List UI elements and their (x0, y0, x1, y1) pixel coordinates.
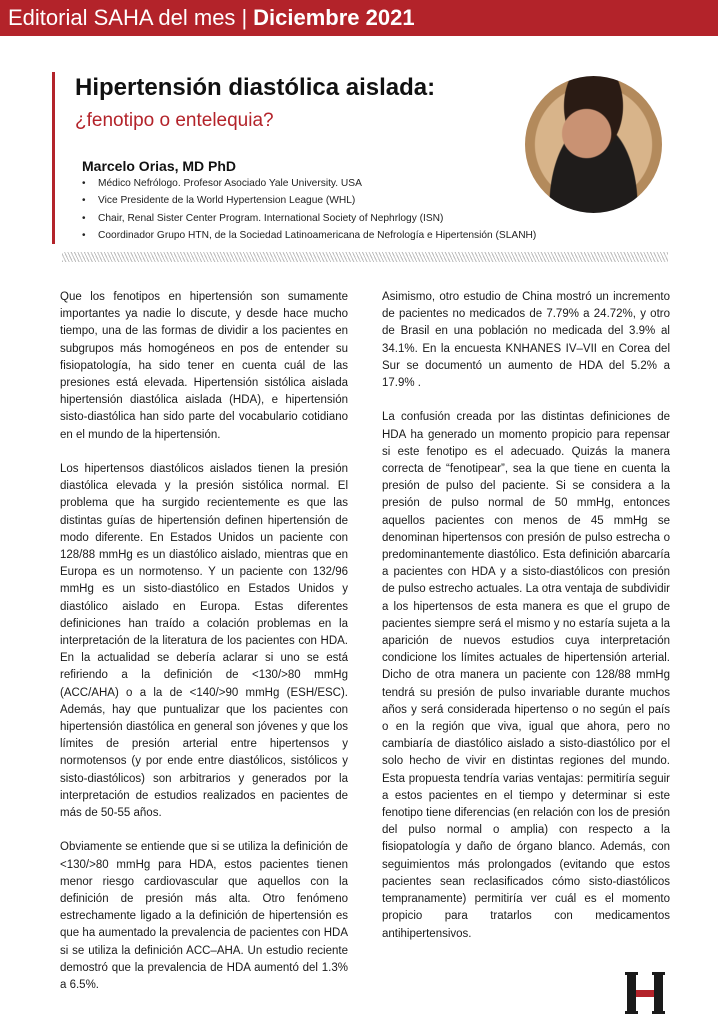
h-logo-icon (624, 970, 668, 1016)
banner-series: Editorial SAHA del mes (8, 5, 236, 30)
accent-rule (52, 72, 55, 244)
credential-item: • Vice Presidente de la World Hypertension League (WHL) (82, 192, 536, 209)
credential-item: • Médico Nefrólogo. Profesor Asociado Yale University. USA (82, 175, 536, 192)
banner-separator: | (241, 5, 248, 30)
header-banner (0, 0, 718, 36)
author-name: Marcelo Orias, MD PhD (82, 158, 237, 174)
body-column-left (60, 289, 348, 1011)
paragraph: Asimismo, otro estudio de China mostró un incremento de pacientes no medicados de 7.79% a 24.72%, y otro de Brasil en una población no medicada del 3.9% al 34.1%. En la encuesta KNHANES IV–VII en Corea del Sur se documentó un aumento de HDA del 5.2% a 17.9% . (382, 291, 670, 390)
page-title: Hipertensión diastólica aislada: (75, 74, 436, 101)
body-column-right (382, 289, 670, 960)
paragraph: Que los fenotipos en hipertensión son sumamente importantes ya nadie lo discute, y desde hace mucho tiempo, una de las formas de dividir a los pacientes en subgrupos más homogéneos en pos de entender su fisiopatología, ha sido tener en cuenta cuál de las presiones está elevada. Hipertensión sistólica aislada hipertensión diastólica aislada (HDA), e hipertensión sisto-diastólica han sido parte del vocabulario cotidiano en el mundo de la hipertensión. (60, 291, 348, 441)
hatched-divider (62, 252, 668, 262)
page-subtitle: ¿fenotipo o entelequia? (75, 110, 274, 131)
paragraph: Los hipertensos diastólicos aislados tienen la presión diastólica elevada y la presión sistólica normal. El problema que ha surgido recientemente es que las distintas guías de hipertensión definen hipertensión de modo diferente. En Estados Unidos un paciente con 128/88 mmHg es un diastólico aislado, mientras que en Europa es un normotenso. Y un paciente con 132/96 mmHg es un sisto-diastólico en Estados Unidos y diastólico aislado en Europa. Estas diferentes definiciones han traído a colación problemas en la interpretación de la literatura de los pacientes con HDA. En la actualidad se debería aclarar si uno se está refiriendo a la definición de <130/>80 mmHg (ACC/AHA) o a la de <140/>90 mmHg (ESH/ESC). Además, hay que puntualizar que los pacientes con hipertensión diastólica en general son jóvenes y que los límites de presión arterial entre hipertensos y normotensos (y por ende entre diastólicos, sistólicos y sisto-diastólicos) son arbitrarios y generados por la interpretación de estudios realizados en pacientes de más de 50-55 años. (60, 463, 348, 820)
credential-item: • Chair, Renal Sister Center Program. International Society of Nephrlogy (ISN) (82, 210, 536, 227)
banner-month: Diciembre 2021 (253, 5, 415, 30)
author-photo (525, 76, 662, 213)
author-credentials (82, 175, 536, 244)
credential-item: • Coordinador Grupo HTN, de la Sociedad Latinoamericana de Nefrología e Hipertensión (SLANH) (82, 227, 536, 244)
paragraph: La confusión creada por las distintas definiciones de HDA ha generado un momento propicio para repensar si este fenotipo es el adecuado. Quizás la manera correcta de “fenotipear”, sea la que tiene en cuenta la presión de pulso del paciente. Si se considera a la presión de pulso normal de 50 mmHg, entonces aquellos pacientes con menos de 45 mmHg se denominan hipertensos con presión de pulso estrecha o predominantemente diastólico. Esta definición abarcaría a pacientes con HDA y a sisto-diastólicos con presión de pulso estrecho actuales. La otra ventaja de subdividir a los hipertensos de esta manera es que el grupo de pacientes siempre será el mismo y no estaría sujeta a la aparición de nuevos estudios cuya interpretación condicione los límites actuales de hipertensión arterial. Dicho de otra manera un paciente con 128/88 mmHg tendrá su presión de pulso invariable durante muchos años y será considerada hipertenso o no según el país o en la región que viva, igual que ahora, pero no cambiaría de diastólico aislado a sisto-diastólico por el solo hecho de vivir en distintas regiones del mundo. Esta propuesta tendría varias ventajas: permitiría seguir a estos pacientes en el tiempo y determinar si este fenotipo tiene diferencias (en relación con los de presión del pulso normal o amplia) con respecto a la fisiopatología y daño de órgano blanco. Además, con seguimientos más prolongados (evitando que estos pacientes sean reclasificados cómo sisto-diastólicos tempranamente) permitiría ver cuál es el momento propicio para tratarlos con medicamentos antihipertensivos. (382, 411, 670, 940)
paragraph: Obviamente se entiende que si se utiliza la definición de <130/>80 mmHg para HDA, estos pacientes tienen menor riesgo cardiovascular que aquellos con la definición de presión más alta. Otro fenómeno estrechamente ligado a la definición de hipertensión es que ha aumentado la prevalencia de pacientes con HDA si se utiliza la definición ACC–AHA. Un estudio reciente demostró que la prevalencia de HDA aumentó del 1.3% a 6.5%. (60, 841, 348, 992)
